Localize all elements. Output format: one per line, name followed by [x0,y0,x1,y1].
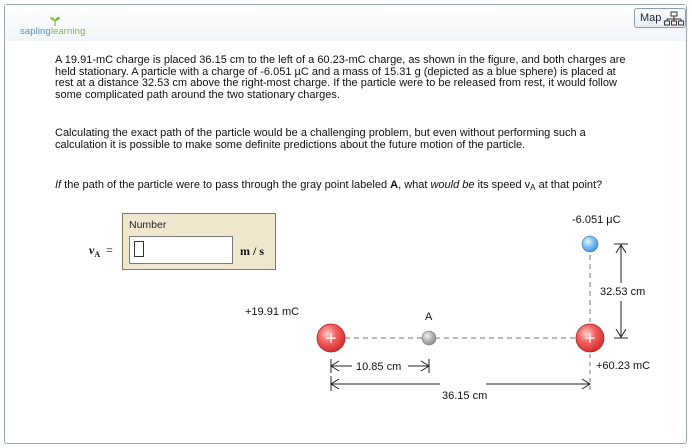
right-charge-label: +60.23 mC [596,360,651,372]
answer-number-label: Number [129,219,167,231]
question-if: If [55,179,62,191]
answer-equals: = [106,243,113,257]
point-A-label: A [425,311,433,323]
question-text-1: the path of the particle were to pass through the gray point labeled [61,179,391,191]
problem-paragraph-2: Calculating the exact path of the particle would be a challenging problem, but even without performing such a calculation it is possible to make some definite predictions about the future motion of the particle. [55,127,586,151]
logo-brand-right: learning [50,26,86,37]
question-point-label: A [390,179,399,191]
total-distance-label: 36.15 cm [442,390,488,402]
particle-charge-label: -6.051 µC [572,214,621,226]
left-charge-plus: + [324,329,338,347]
question-text-2: , what [398,179,431,191]
question-var: v [524,179,531,191]
total-distance-marker [331,376,590,391]
right-charge-plus: + [583,329,597,347]
problem-paragraph-1: A 19.91-mC charge is placed 36.15 cm to the left of a 60.23-mC charge, as shown in the figure, and both charges are held stationary. A particle with a charge of -6.051 µC and a mass of 15.31 g (depicted as a blue sphere) is placed at rest at a distance 32.53 cm above the right-most charge. If the particle were to be released from rest, it would follow some complicated path around the two stationary charges. [55,54,626,101]
blue-particle-sphere [582,236,598,252]
question-text-3: its speed [474,179,525,191]
map-button-label: Map [640,12,662,24]
logo-brand-left: sapling [20,26,51,37]
point-A-sphere [422,331,436,345]
answer-unit: m / s [240,244,264,258]
question-would-be: would be [430,179,475,191]
question-text-4: at that point? [535,179,603,191]
right-positive-charge [576,324,604,352]
answer-variable: $v_A$ [89,243,101,259]
distance-to-A-label: 10.85 cm [356,361,402,373]
vertical-distance-label: 32.53 cm [600,286,646,298]
left-charge-label: +19.91 mC [245,306,300,318]
left-positive-charge [317,324,345,352]
question-var-sub: A [530,183,536,192]
